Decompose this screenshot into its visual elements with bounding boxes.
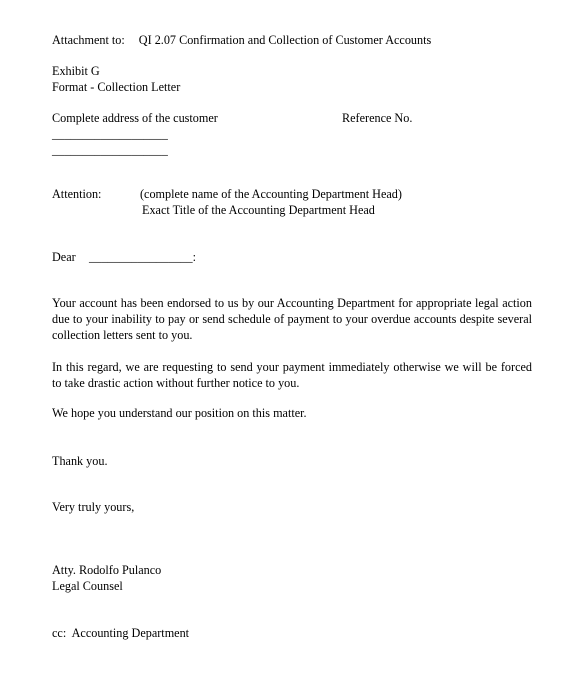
reference-label: Reference No. — [342, 111, 413, 125]
signatory-title: Legal Counsel — [52, 579, 123, 593]
attention-label: Attention: — [52, 187, 102, 201]
signatory-name: Atty. Rodolfo Pulanco — [52, 563, 162, 577]
attachment-title: QI 2.07 Confirmation and Collection of Customer Accounts — [138, 33, 432, 47]
address-label: Complete address of the customer — [52, 111, 218, 125]
format-label: Format - Collection Letter — [52, 80, 181, 94]
valediction: Very truly yours, — [52, 500, 135, 514]
body-paragraph-1: Your account has been endorsed to us by our Accounting Department for appropriate legal action due to your inability to pay or send schedule of payment to your overdue accounts despite several collection letters sent to you. — [52, 296, 532, 342]
attention-name: (complete name of the Accounting Department Head) — [140, 187, 402, 201]
salutation-dear: Dear — [52, 250, 76, 264]
address-blank-line-2: ___________________ — [52, 143, 168, 157]
attachment-line — [52, 32, 431, 48]
body-paragraph-2: In this regard, we are requesting to send your payment immediately otherwise we will be forced to take drastic action without further notice to you. — [52, 360, 532, 390]
address-blank-line-1: ___________________ — [52, 127, 168, 141]
attention-title: Exact Title of the Accounting Department Head — [142, 203, 375, 217]
salutation-blank: _________________: — [89, 250, 196, 264]
exhibit-label: Exhibit G — [52, 64, 100, 78]
thank-you-line: Thank you. — [52, 454, 108, 468]
cc-line: cc: Accounting Department — [52, 626, 190, 640]
attachment-label: Attachment to: — [52, 33, 125, 47]
body-paragraph-3: We hope you understand our position on this matter. — [52, 406, 307, 420]
